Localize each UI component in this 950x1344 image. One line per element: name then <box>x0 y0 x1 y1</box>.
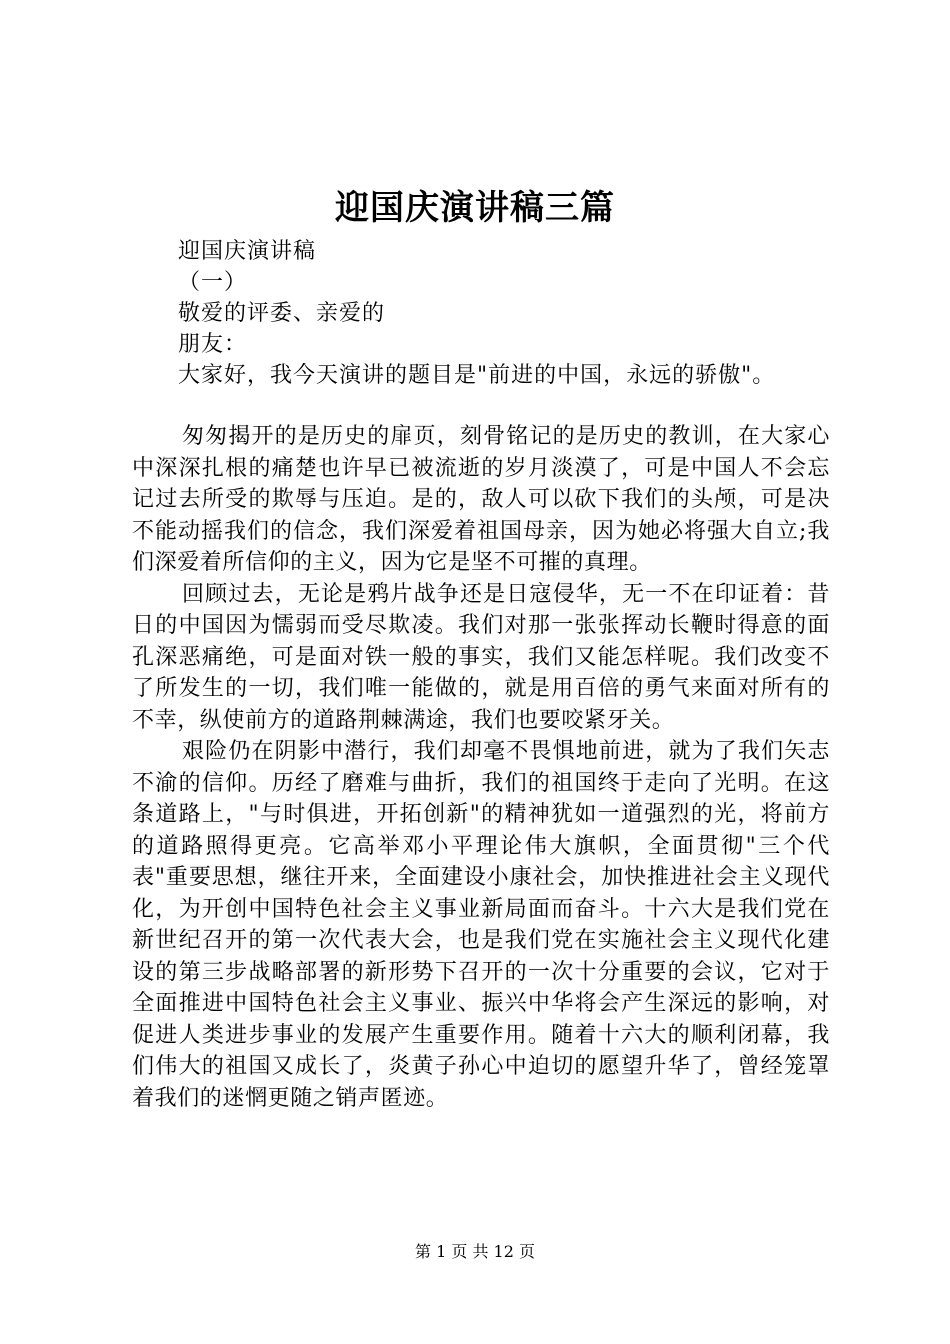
intro-line-salutation: 敬爱的评委、亲爱的 <box>178 301 386 326</box>
intro-line-greeting: 大家好，我今天演讲的题目是"前进的中国，永远的骄傲"。 <box>178 363 776 388</box>
intro-line-salutation-end: 朋友： <box>178 332 248 357</box>
body-text <box>132 421 830 1114</box>
paragraph-3: 艰险仍在阴影中潜行，我们却毫不畏惧地前进，就为了我们矢志不渝的信仰。历经了磨难与曲折，我们的祖国终于走向了光明。在这条道路上，"与时俱进，开拓创新"的精神犹如一道强烈的光，将前方的道路照得更亮。它高举邓小平理论伟大旗帜，全面贯彻"三个代表"重要思想，继往开来，全面建设小康社会，加快推进社会主义现代化，为开创中国特色社会主义事业新局面而奋斗。十六大是我们党在新世纪召开的第一次代表大会，也是我们党在实施社会主义现代化建设的第三步战略部署的新形势下召开的一次十分重要的会议，它对于全面推进中国特色社会主义事业、振兴中华将会产生深远的影响，对促进人类进步事业的发展产生重要作用。随着十六大的顺利闭幕，我们伟大的祖国又成长了，炎黄子孙心中迫切的愿望升华了，曾经笼罩着我们的迷惘更随之销声匿迹。 <box>132 739 830 1111</box>
intro-line-number: （一） <box>178 270 248 295</box>
paragraph-2: 回顾过去，无论是鸦片战争还是日寇侵华，无一不在印证着：昔日的中国因为懦弱而受尽欺凌。我们对那一张张挥动长鞭时得意的面孔深恶痛绝，可是面对铁一般的事实，我们又能怎样呢。我们改变不了所发生的一切，我们唯一能做的，就是用百倍的勇气来面对所有的不幸，纵使前方的道路荆棘满途，我们也要咬紧牙关。 <box>132 581 830 733</box>
intro-block <box>178 236 878 391</box>
document-title: 迎国庆演讲稿三篇 <box>335 188 615 228</box>
intro-line-heading: 迎国庆演讲稿 <box>178 239 317 264</box>
paragraph-1: 匆匆揭开的是历史的扉页，刻骨铭记的是历史的教训，在大家心中深深扎根的痛楚也许早已被流逝的岁月淡漠了，可是中国人不会忘记过去所受的欺辱与压迫。是的，敌人可以砍下我们的头颅，可是决不能动摇我们的信念，我们深爱着祖国母亲，因为她必将强大自立;我们深爱着所信仰的主义，因为它是坚不可摧的真理。 <box>132 424 830 575</box>
page-footer: 第 1 页 共 12 页 <box>415 1242 535 1261</box>
